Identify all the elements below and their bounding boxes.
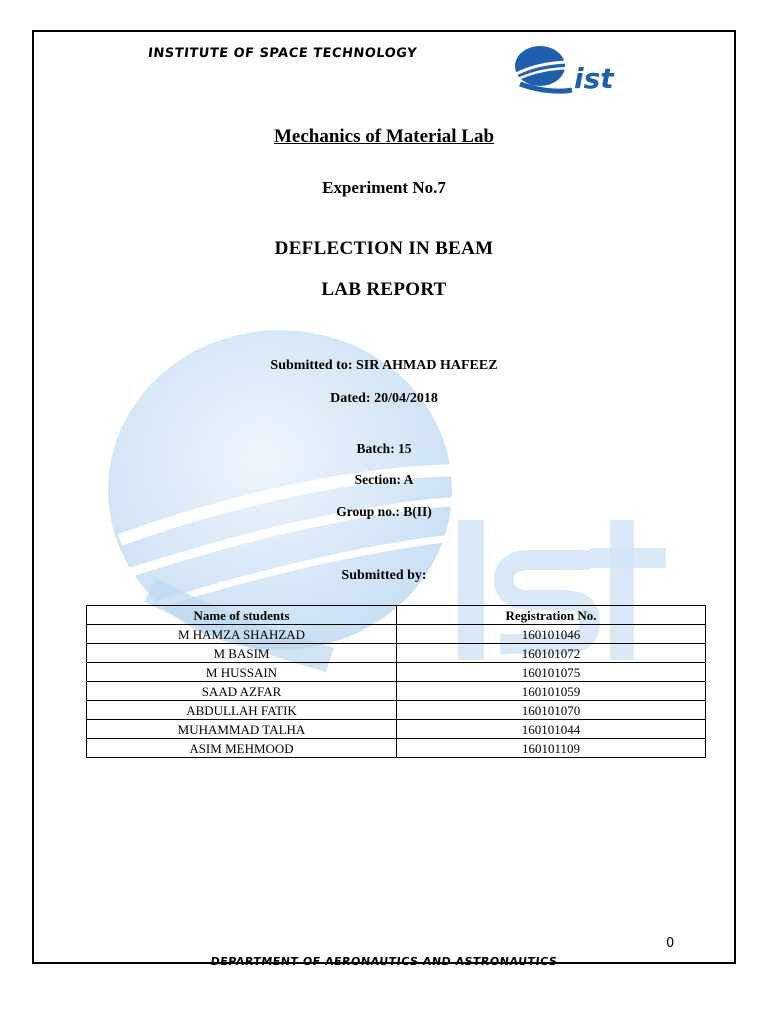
student-name: M BASIM [87, 644, 397, 663]
table-row [87, 644, 706, 663]
registration-number: 160101075 [397, 663, 706, 682]
student-name: M HUSSAIN [87, 663, 397, 682]
table-row [87, 625, 706, 644]
table-header-row [87, 606, 706, 625]
students-table [86, 605, 706, 758]
report-title: DEFLECTION IN BEAM [274, 238, 494, 259]
ist-logo [512, 44, 632, 96]
logo-text: ist [574, 62, 614, 95]
group-number: Group no.: B(II) [336, 504, 432, 519]
department-footer: DEPARTMENT OF AERONAUTICS AND ASTRONAUTICS [209, 955, 559, 968]
institute-name: INSTITUTE OF SPACE TECHNOLOGY [147, 46, 418, 61]
column-header-name: Name of students [87, 606, 397, 625]
table-row [87, 720, 706, 739]
course-title-text: Mechanics of Material Lab [273, 126, 495, 147]
registration-number: 160101070 [397, 701, 706, 720]
table-row [87, 663, 706, 682]
student-name: ABDULLAH FATIK [87, 701, 397, 720]
experiment-number: Experiment No.7 [322, 178, 446, 197]
student-name: ASIM MEHMOOD [87, 739, 397, 758]
course-title [32, 126, 736, 148]
page-number: 0 [666, 936, 675, 951]
student-name: M HAMZA SHAHZAD [87, 625, 397, 644]
report-subtitle: LAB REPORT [321, 279, 447, 300]
table-row [87, 682, 706, 701]
table-row [87, 701, 706, 720]
registration-number: 160101044 [397, 720, 706, 739]
submitted-by-label: Submitted by: [341, 568, 427, 583]
section: Section: A [354, 472, 414, 487]
date: Dated: 20/04/2018 [330, 391, 438, 406]
registration-number: 160101072 [397, 644, 706, 663]
column-header-registration: Registration No. [397, 606, 706, 625]
registration-number: 160101059 [397, 682, 706, 701]
registration-number: 160101046 [397, 625, 706, 644]
registration-number: 160101109 [397, 739, 706, 758]
student-name: SAAD AZFAR [87, 682, 397, 701]
submitted-to: Submitted to: SIR AHMAD HAFEEZ [270, 358, 498, 373]
batch: Batch: 15 [356, 441, 412, 456]
student-name: MUHAMMAD TALHA [87, 720, 397, 739]
table-row [87, 739, 706, 758]
